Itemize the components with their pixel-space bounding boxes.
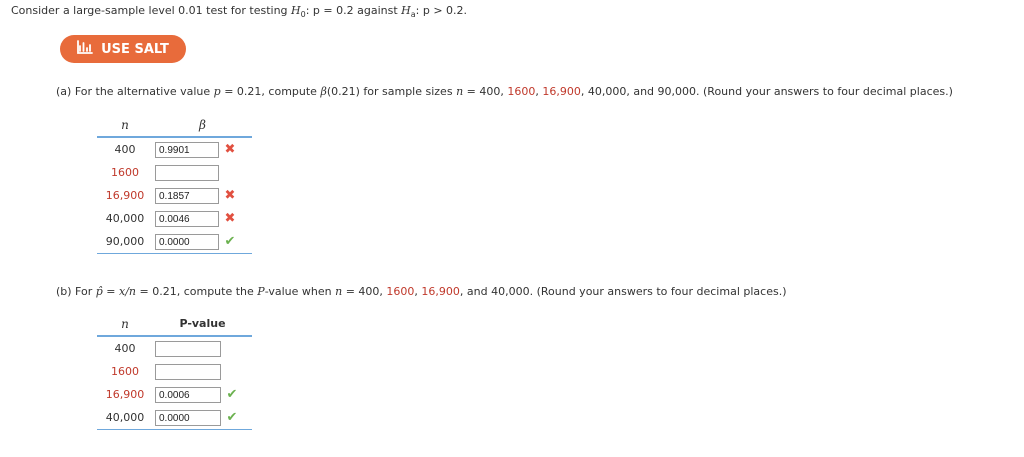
beta-answer-cell	[153, 207, 252, 230]
beta-answer-cell	[153, 137, 252, 161]
qb-xn: x/n	[119, 285, 137, 298]
p-value-answer-input[interactable]: 0.0006	[155, 387, 221, 403]
beta-row	[97, 184, 252, 207]
beta-answer-input[interactable]: 0.9901	[155, 142, 219, 158]
col-header-p-value	[153, 312, 252, 336]
beta-answer-input[interactable]	[155, 165, 219, 181]
sample-size-label: 1600	[111, 365, 139, 378]
beta-answer-input[interactable]: 0.0000	[155, 234, 219, 250]
p-value-table	[97, 312, 252, 430]
x-mark-icon: ✖	[224, 142, 236, 157]
sample-size-label: 40,000	[97, 406, 153, 430]
intro-text: Consider a large-sample level 0.01 test for testing	[11, 4, 292, 17]
qb-text-2: =	[102, 285, 120, 298]
p-value-answer-input[interactable]	[155, 341, 221, 357]
col-header-n-b	[97, 312, 153, 336]
p-value-answer-input[interactable]: 0.0000	[155, 410, 221, 426]
qa-text-4: = 400,	[463, 85, 508, 98]
p-value-row	[97, 336, 252, 360]
qa-sep: ,	[535, 85, 543, 98]
intro-text-3: : p > 0.2.	[415, 4, 468, 17]
qa-red-2: 16,900	[542, 85, 581, 98]
intro-text-2: : p = 0.2 against	[305, 4, 402, 17]
p-value-answer-cell	[153, 383, 252, 406]
qa-red-1: 1600	[507, 85, 536, 98]
beta-answer-cell	[153, 161, 252, 184]
qb-sep: ,	[414, 285, 422, 298]
beta-answer-cell	[153, 230, 252, 254]
col-header-n	[97, 113, 153, 137]
beta-row	[97, 230, 252, 254]
question-b	[56, 285, 786, 298]
h0-subscript: 0	[300, 10, 306, 19]
qb-text-6: , and 40,000. (Round your answers to four decimal places.)	[459, 285, 787, 298]
qb-phat: p̂	[95, 285, 103, 298]
qb-red-2: 16,900	[421, 285, 460, 298]
qb-text-4: -value when	[264, 285, 336, 298]
qa-p: p	[213, 85, 221, 98]
p-value-answer-cell	[153, 360, 252, 383]
salt-icon	[77, 40, 93, 59]
sample-size-label: 40,000	[105, 212, 145, 225]
beta-answer-input[interactable]: 0.0046	[155, 211, 219, 227]
beta-row	[97, 137, 252, 161]
col-beta-label: β	[199, 117, 206, 132]
use-salt-button[interactable]	[60, 35, 186, 63]
p-value-row	[97, 383, 252, 406]
qa-text-3: (0.21) for sample sizes	[326, 85, 457, 98]
x-mark-icon: ✖	[224, 211, 236, 226]
ha-subscript: a	[410, 10, 416, 19]
p-value-row	[97, 360, 252, 383]
question-a	[56, 85, 953, 98]
sample-size-label: 1600	[111, 166, 139, 179]
sample-size-label: 400	[114, 342, 136, 355]
qa-beta: β	[320, 85, 327, 98]
beta-answer-cell	[153, 184, 252, 207]
checkmark-icon: ✔	[224, 234, 236, 249]
qb-red-1: 1600	[386, 285, 415, 298]
p-value-answer-input[interactable]	[155, 364, 221, 380]
p-value-row	[97, 406, 252, 430]
x-mark-icon: ✖	[224, 188, 236, 203]
checkmark-icon: ✔	[226, 387, 238, 402]
beta-answer-input[interactable]: 0.1857	[155, 188, 219, 204]
qb-n: n	[335, 285, 343, 298]
qb-text-5: = 400,	[342, 285, 387, 298]
sample-size-label: 16,900	[105, 388, 145, 401]
col-n-label-b: n	[121, 316, 129, 331]
checkmark-icon: ✔	[226, 410, 238, 425]
qa-text-2: = 0.21, compute	[220, 85, 321, 98]
ha-symbol: H	[401, 4, 411, 17]
beta-table	[97, 113, 252, 254]
beta-row	[97, 161, 252, 184]
qb-text-1: (b) For	[56, 285, 96, 298]
problem-statement	[11, 4, 467, 19]
col-n-label: n	[121, 117, 129, 132]
beta-row	[97, 207, 252, 230]
col-p-value-label: P-value	[179, 317, 226, 330]
h0-symbol: H	[291, 4, 301, 17]
sample-size-label: 90,000	[97, 230, 153, 254]
p-value-answer-cell	[153, 406, 252, 430]
sample-size-label: 400	[114, 143, 136, 156]
qa-n: n	[456, 85, 464, 98]
sample-size-label: 16,900	[105, 189, 145, 202]
qb-p: P	[257, 285, 265, 298]
use-salt-label: USE SALT	[101, 41, 169, 57]
col-header-beta	[153, 113, 252, 137]
qa-text-5: , 40,000, and 90,000. (Round your answers to four decimal places.)	[580, 85, 953, 98]
p-value-answer-cell	[153, 336, 252, 360]
qa-text-1: (a) For the alternative value	[56, 85, 214, 98]
qb-text-3: = 0.21, compute the	[136, 285, 258, 298]
